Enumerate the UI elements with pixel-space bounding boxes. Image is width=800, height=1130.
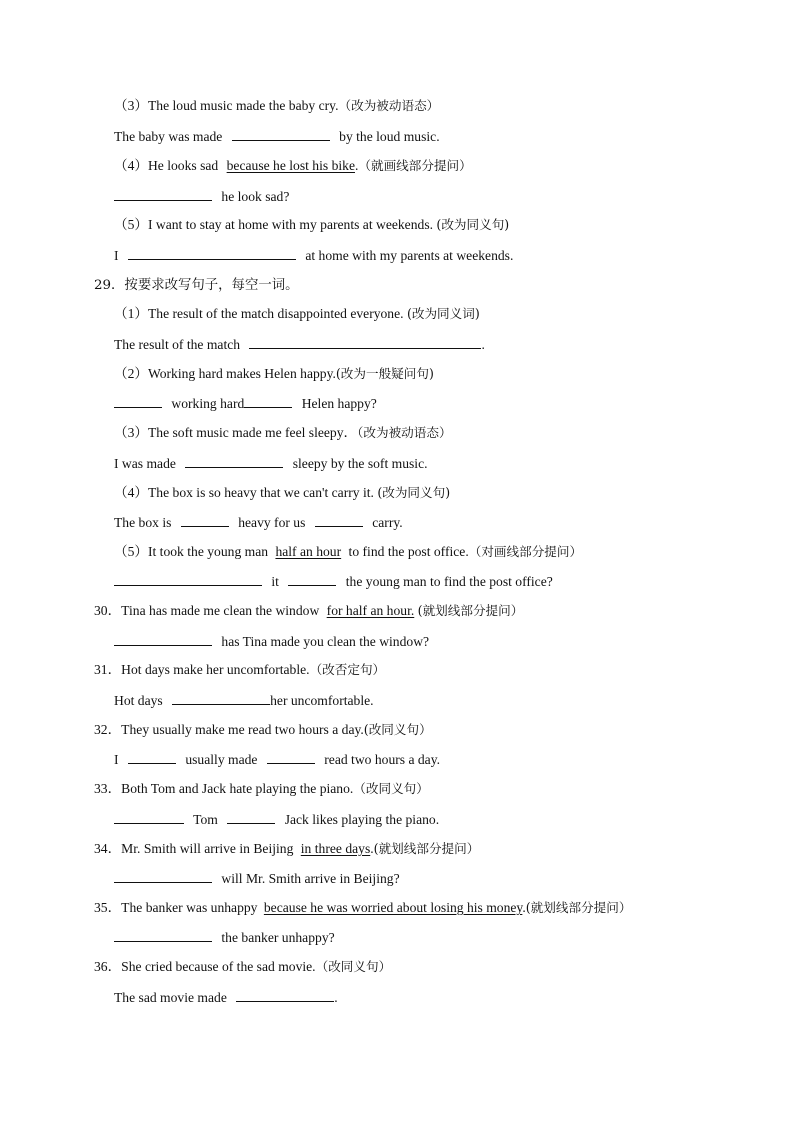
- prompt-text: （4）He looks sad: [114, 158, 219, 173]
- instruction-note: (改同义句）: [363, 722, 432, 737]
- prompt-text: （3）The soft music made me feel sleepy．: [114, 425, 358, 440]
- question-28-5-prompt: [114, 216, 509, 234]
- answer-text: by the loud music.: [339, 129, 440, 144]
- answer-blank[interactable]: [128, 246, 296, 260]
- instruction-note: (改为同义句): [436, 217, 510, 232]
- underlined-text: because he lost his bike: [226, 158, 355, 173]
- underlined-text: half an hour: [275, 544, 342, 559]
- answer-blank[interactable]: [128, 750, 176, 764]
- underlined-text: because he was worried about losing his money: [263, 900, 523, 915]
- instruction-note: （改为被动语态）: [338, 98, 440, 113]
- answer-blank[interactable]: [181, 513, 229, 527]
- question-36-prompt: [94, 958, 391, 976]
- answer-text: .: [481, 337, 485, 352]
- prompt-text: 34．Mr. Smith will arrive in Beijing: [94, 841, 294, 856]
- question-30-prompt: [94, 602, 523, 620]
- answer-blank[interactable]: [114, 810, 184, 824]
- answer-text: has Tina made you clean the window?: [221, 634, 430, 649]
- answer-blank[interactable]: [114, 632, 212, 646]
- question-heading-text: 29．按要求改写句子，每空一词。: [94, 278, 299, 293]
- question-31-answer: [114, 691, 374, 710]
- instruction-note: （改否定句）: [309, 662, 386, 677]
- answer-text: Jack likes playing the piano.: [284, 812, 440, 827]
- instruction-note: (改为同义句): [377, 485, 451, 500]
- question-28-3-answer: [114, 127, 440, 146]
- prompt-text: 33．Both Tom and Jack hate playing the piano.: [94, 781, 354, 796]
- question-36-answer: [114, 988, 338, 1007]
- question-28-4-prompt: [114, 157, 472, 175]
- instruction-note: (改为同义词): [406, 306, 480, 321]
- instruction-note: （就画线部分提问）: [358, 158, 472, 173]
- question-33-answer: [114, 810, 439, 829]
- answer-blank[interactable]: [185, 454, 283, 468]
- answer-text: he look sad?: [221, 189, 290, 204]
- prompt-text: （2）Working hard makes Helen happy.: [114, 366, 336, 381]
- prompt-text: 32．They usually make me read two hours a day.: [94, 722, 364, 737]
- answer-blank[interactable]: [288, 572, 336, 586]
- question-29-4-answer: [114, 513, 403, 532]
- prompt-text: .: [370, 841, 374, 856]
- answer-text: the young man to find the post office?: [345, 574, 553, 589]
- prompt-text: 36．She cried because of the sad movie.: [94, 959, 316, 974]
- answer-blank[interactable]: [114, 869, 212, 883]
- instruction-note: (就划线部分提问）: [525, 900, 632, 915]
- answer-blank[interactable]: [249, 335, 481, 349]
- prompt-text: （4）The box is so heavy that we can't carry it.: [114, 485, 374, 500]
- question-29-2-answer: [114, 394, 377, 413]
- answer-blank[interactable]: [114, 187, 212, 201]
- question-29-5-prompt: [114, 543, 582, 561]
- answer-text: .: [334, 990, 338, 1005]
- question-32-answer: [114, 750, 440, 769]
- answer-text: will Mr. Smith arrive in Beijing?: [221, 871, 400, 886]
- prompt-text: 31．Hot days make her uncomfortable.: [94, 662, 310, 677]
- answer-text: working hard: [171, 396, 245, 411]
- question-35-answer: [114, 928, 335, 947]
- answer-text: The result of the match: [114, 337, 241, 352]
- question-28-3-prompt: [114, 97, 439, 115]
- answer-text: usually made: [185, 752, 258, 767]
- instruction-note: (改为一般疑问句): [335, 366, 434, 381]
- answer-text: her uncomfortable.: [270, 693, 374, 708]
- prompt-text: .: [522, 900, 526, 915]
- answer-text: Tom: [193, 812, 218, 827]
- question-32-prompt: [94, 721, 432, 739]
- question-31-prompt: [94, 661, 385, 679]
- question-28-5-answer: [114, 246, 513, 265]
- underlined-text: in three days: [300, 841, 371, 856]
- prompt-text: 30．Tina has made me clean the window: [94, 603, 320, 618]
- instruction-note: （对画线部分提问）: [468, 544, 583, 559]
- prompt-text: 35．The banker was unhappy: [94, 900, 258, 915]
- answer-text: Hot days: [114, 693, 163, 708]
- question-33-prompt: [94, 780, 429, 798]
- prompt-text: （3）The loud music made the baby cry.: [114, 98, 339, 113]
- answer-blank[interactable]: [114, 394, 162, 408]
- answer-text: carry.: [372, 515, 403, 530]
- answer-text: at home with my parents at weekends.: [305, 248, 514, 263]
- prompt-text: （5）I want to stay at home with my parents at weekends.: [114, 217, 434, 232]
- instruction-note: （改同义句）: [353, 781, 429, 796]
- question-29-4-prompt: [114, 484, 450, 502]
- answer-blank[interactable]: [236, 988, 334, 1002]
- answer-blank[interactable]: [172, 691, 270, 705]
- prompt-text: （5）It took the young man: [114, 544, 269, 559]
- question-29-1-answer: [114, 335, 485, 354]
- answer-blank[interactable]: [244, 394, 292, 408]
- instruction-note: （改为被动语态）: [357, 425, 452, 440]
- question-30-answer: [114, 632, 429, 651]
- question-29-3-prompt: [114, 424, 452, 442]
- answer-text: I: [114, 248, 119, 263]
- prompt-text: .: [354, 158, 359, 173]
- underlined-text: for half an hour.: [326, 603, 415, 618]
- answer-text: heavy for us: [238, 515, 306, 530]
- instruction-note: （改同义句）: [315, 959, 392, 974]
- answer-blank[interactable]: [114, 572, 262, 586]
- answer-blank[interactable]: [227, 810, 275, 824]
- question-35-prompt: [94, 899, 631, 917]
- question-29-3-answer: [114, 454, 428, 473]
- question-29-2-prompt: [114, 365, 434, 383]
- instruction-note: (就划线部分提问）: [373, 841, 480, 856]
- prompt-text: to find the post office.: [348, 544, 469, 559]
- question-29-1-prompt: [114, 305, 480, 323]
- answer-blank[interactable]: [114, 928, 212, 942]
- answer-text: read two hours a day.: [324, 752, 441, 767]
- answer-text: The sad movie made: [114, 990, 227, 1005]
- question-29-5-answer: [114, 572, 553, 591]
- answer-text: The box is: [114, 515, 172, 530]
- answer-blank[interactable]: [315, 513, 363, 527]
- instruction-note: (就划线部分提问）: [417, 603, 524, 618]
- question-34-answer: [114, 869, 400, 888]
- answer-text: Helen happy?: [301, 396, 377, 411]
- question-34-prompt: [94, 840, 479, 858]
- answer-text: I was made: [114, 456, 176, 471]
- question-29-heading: [94, 276, 299, 295]
- answer-text: the banker unhappy?: [221, 930, 335, 945]
- question-28-4-answer: [114, 187, 289, 206]
- answer-text: it: [271, 574, 279, 589]
- answer-text: I: [114, 752, 119, 767]
- answer-blank[interactable]: [232, 127, 330, 141]
- answer-text: The baby was made: [114, 129, 223, 144]
- answer-text: sleepy by the soft music.: [292, 456, 428, 471]
- prompt-text: （1）The result of the match disappointed everyone.: [114, 306, 404, 321]
- answer-blank[interactable]: [267, 750, 315, 764]
